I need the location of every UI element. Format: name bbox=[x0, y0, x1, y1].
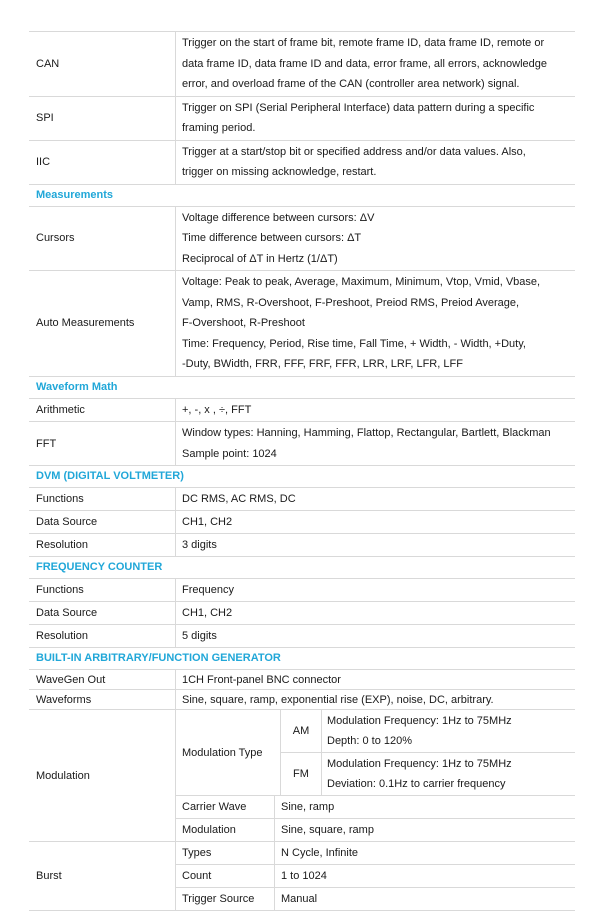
spec-label: IIC bbox=[36, 156, 51, 168]
spec-line: Voltage difference between cursors: ΔV bbox=[182, 211, 375, 224]
modulation-type-row bbox=[176, 710, 575, 795]
spec-line: Modulation Frequency: 1Hz to 75MHz bbox=[327, 715, 512, 727]
spec-line: Deviation: 0.1Hz to carrier frequency bbox=[327, 778, 506, 790]
sub-label: Count bbox=[182, 870, 212, 882]
spec-line: Modulation Frequency: 1Hz to 75MHz bbox=[327, 758, 512, 770]
section-heading-measurements: Measurements bbox=[29, 184, 575, 206]
burst-types-row bbox=[176, 842, 575, 864]
carrier-wave-row bbox=[176, 795, 575, 818]
spec-value bbox=[175, 399, 575, 422]
spec-label: Functions bbox=[36, 493, 84, 505]
spec-row-burst bbox=[29, 841, 575, 911]
spec-line: Trigger on SPI (Serial Peripheral Interface) data pattern during a specific bbox=[182, 101, 535, 114]
spec-label: Waveforms bbox=[36, 693, 92, 706]
spec-label: Auto Measurements bbox=[36, 317, 135, 330]
spec-label: Modulation bbox=[36, 769, 90, 782]
modulation-am bbox=[281, 710, 575, 752]
spec-row-spi bbox=[29, 96, 575, 140]
spec-row-fft bbox=[29, 421, 575, 465]
modulation-fm bbox=[281, 752, 575, 795]
section-heading-frequency-counter: FREQUENCY COUNTER bbox=[29, 556, 575, 578]
spec-label: Resolution bbox=[36, 630, 88, 642]
spec-value bbox=[175, 422, 575, 465]
spec-label: CAN bbox=[36, 57, 60, 70]
spec-row-wavegen-out bbox=[29, 669, 575, 689]
spec-value bbox=[175, 271, 575, 376]
spec-row-modulation bbox=[29, 709, 575, 841]
spec-table bbox=[29, 31, 575, 911]
spec-row-counter-resolution bbox=[29, 624, 575, 647]
sub-value: Sine, square, ramp bbox=[274, 819, 575, 841]
spec-value bbox=[175, 32, 575, 96]
spec-row-cursors bbox=[29, 206, 575, 271]
spec-line: Voltage: Peak to peak, Average, Maximum, Minimum, Vtop, Vmid, Vbase, bbox=[182, 276, 541, 288]
sub-label: Types bbox=[182, 847, 212, 859]
burst-count-row bbox=[176, 864, 575, 887]
spec-line: Reciprocal of ΔT in Hertz (1/ΔT) bbox=[182, 252, 338, 265]
spec-line: Trigger on the start of frame bit, remote frame ID, data frame ID, remote or bbox=[182, 37, 545, 49]
section-heading-generator: BUILT-IN ARBITRARY/FUNCTION GENERATOR bbox=[29, 647, 575, 669]
spec-row-arithmetic bbox=[29, 398, 575, 422]
spec-value: 1CH Front-panel BNC connector bbox=[175, 670, 575, 689]
spec-line: Time: Frequency, Period, Rise time, Fall Time, + Width, - Width, +Duty, bbox=[182, 337, 526, 350]
modulation-list bbox=[280, 710, 575, 795]
sub-label: Carrier Wave bbox=[182, 801, 247, 813]
sub-value: Sine, ramp bbox=[274, 796, 575, 818]
spec-value: 5 digits bbox=[175, 625, 575, 647]
spec-label: WaveGen Out bbox=[36, 673, 106, 686]
spec-line: error, and overload frame of the CAN (controller area network) signal. bbox=[182, 78, 520, 90]
spec-row-can bbox=[29, 31, 575, 96]
spec-value bbox=[175, 207, 575, 271]
spec-line: trigger on missing acknowledge, restart. bbox=[182, 166, 377, 178]
spec-label: Resolution bbox=[36, 539, 88, 551]
spec-row-dvm-data-source bbox=[29, 510, 575, 533]
modulation-description bbox=[322, 753, 575, 795]
sub-label: Modulation Type bbox=[182, 746, 263, 759]
sub-value: 1 to 1024 bbox=[274, 865, 575, 887]
spec-label: FFT bbox=[36, 437, 57, 450]
spec-row-auto-measurements bbox=[29, 270, 575, 376]
spec-line: Window types: Hanning, Hamming, Flattop, Rectangular, Bartlett, Blackman bbox=[182, 427, 551, 439]
spec-row-counter-functions bbox=[29, 578, 575, 601]
burst-details bbox=[175, 842, 575, 910]
spec-label: SPI bbox=[36, 112, 54, 124]
spec-label: Functions bbox=[36, 584, 84, 596]
spec-value: CH1, CH2 bbox=[175, 511, 575, 533]
spec-label: Burst bbox=[36, 870, 62, 882]
spec-label: Data Source bbox=[36, 607, 98, 619]
spec-line: Trigger at a start/stop bit or specified address and/or data values. Also, bbox=[182, 145, 526, 158]
sub-value: N Cycle, Infinite bbox=[274, 842, 575, 864]
section-heading-dvm: DVM (DIGITAL VOLTMETER) bbox=[29, 465, 575, 487]
modulation-waveform-row bbox=[176, 818, 575, 841]
spec-row-counter-data-source bbox=[29, 601, 575, 624]
spec-label: Data Source bbox=[36, 516, 98, 528]
spec-line: Sample point: 1024 bbox=[182, 447, 277, 460]
modulation-description bbox=[322, 710, 575, 752]
spec-line: +, -, x , ÷, FFT bbox=[182, 403, 252, 416]
section-heading-waveform-math: Waveform Math bbox=[29, 376, 575, 398]
spec-value bbox=[175, 141, 575, 184]
modulation-name: FM bbox=[281, 753, 322, 795]
spec-line: Vamp, RMS, R-Overshoot, F-Preshoot, Preiod RMS, Preiod Average, bbox=[182, 296, 520, 309]
spec-row-dvm-functions bbox=[29, 487, 575, 510]
spec-line: Time difference between cursors: ΔT bbox=[182, 232, 362, 244]
spec-value bbox=[175, 97, 575, 140]
spec-line: -Duty, BWidth, FRR, FFF, FRF, FFR, LRR, LRF, LFR, LFF bbox=[182, 358, 463, 370]
spec-value: DC RMS, AC RMS, DC bbox=[175, 488, 575, 510]
modulation-details bbox=[175, 710, 575, 841]
spec-value: Sine, square, ramp, exponential rise (EXP), noise, DC, arbitrary. bbox=[175, 690, 575, 709]
sub-label: Trigger Source bbox=[182, 893, 255, 905]
spec-label: Cursors bbox=[36, 232, 75, 245]
sub-label: Modulation bbox=[182, 824, 236, 836]
spec-line: F-Overshoot, R-Preshoot bbox=[182, 317, 305, 329]
modulation-name: AM bbox=[281, 710, 322, 752]
spec-line: data frame ID, data frame ID and data, error frame, all errors, acknowledge bbox=[182, 57, 547, 70]
spec-value: Frequency bbox=[175, 579, 575, 601]
spec-row-dvm-resolution bbox=[29, 533, 575, 556]
spec-label: Arithmetic bbox=[36, 403, 85, 416]
spec-row-waveforms bbox=[29, 689, 575, 709]
spec-value: 3 digits bbox=[175, 534, 575, 556]
spec-value: CH1, CH2 bbox=[175, 602, 575, 624]
spec-line: framing period. bbox=[182, 122, 256, 134]
spec-row-iic bbox=[29, 140, 575, 184]
sub-value: Manual bbox=[274, 888, 575, 910]
burst-trigger-source-row bbox=[176, 887, 575, 910]
spec-line: Depth: 0 to 120% bbox=[327, 735, 413, 747]
